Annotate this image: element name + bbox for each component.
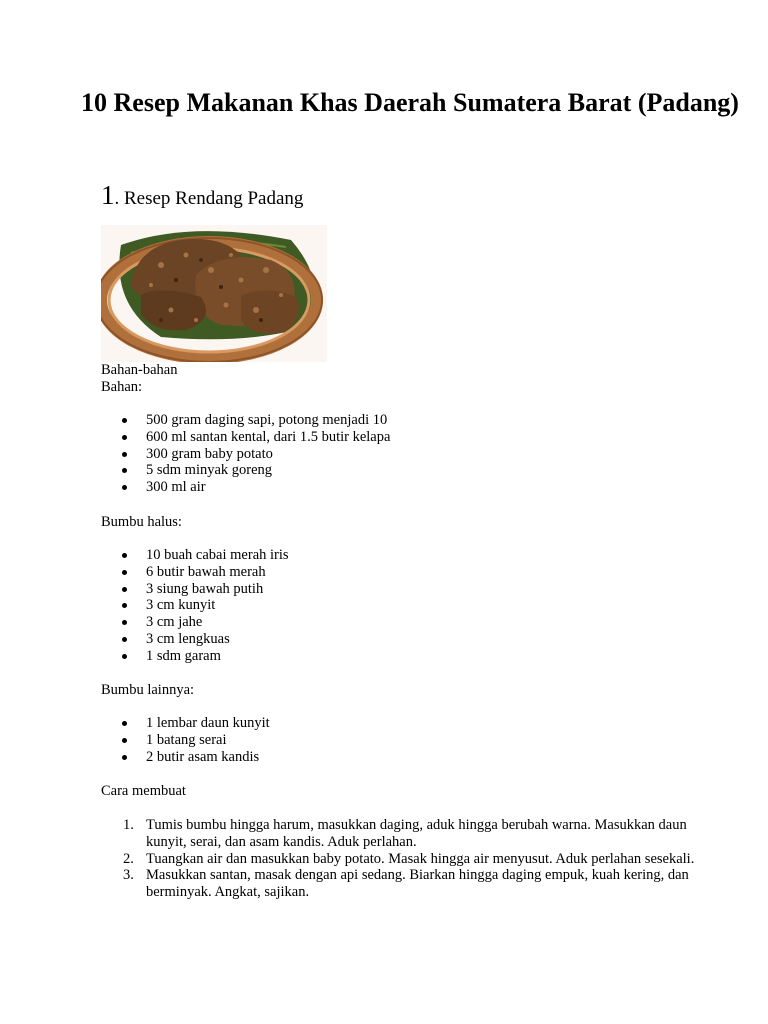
list-item: 6 butir bawah merah bbox=[101, 564, 711, 581]
list-item: 10 buah cabai merah iris bbox=[101, 547, 711, 564]
bullet bbox=[122, 435, 127, 440]
list-item: 1 sdm garam bbox=[101, 648, 711, 665]
list-item: 1 lembar daun kunyit bbox=[101, 715, 711, 732]
list-item: 500 gram daging sapi, potong menjadi 10 bbox=[101, 412, 711, 429]
list-item: 3 siung bawah putih bbox=[101, 581, 711, 598]
step-number: 1. bbox=[123, 817, 134, 833]
bullet bbox=[122, 485, 127, 490]
bullet bbox=[122, 418, 127, 423]
bullet bbox=[122, 587, 127, 592]
step-text: Tuangkan air dan masukkan baby potato. Masak hingga air menyusut. Aduk perlahan sesekali. bbox=[146, 850, 695, 867]
bahan-bahan-heading: Bahan-bahan bbox=[101, 362, 178, 378]
list-item: 3 cm lengkuas bbox=[101, 631, 711, 648]
bullet bbox=[122, 603, 127, 608]
list-item: 600 ml santan kental, dari 1.5 butir kelapa bbox=[101, 429, 711, 446]
bumbu-halus-list bbox=[101, 547, 711, 665]
bullet bbox=[122, 654, 127, 659]
cara-membuat-label: Cara membuat bbox=[101, 783, 186, 799]
bullet bbox=[122, 570, 127, 575]
bullet bbox=[122, 738, 127, 743]
list-item: 3 cm kunyit bbox=[101, 597, 711, 614]
step-text: Tumis bumbu hingga harum, masukkan daging, aduk hingga berubah warna. Masukkan daun kunyit, serai, dan asam kandis. Aduk perlahan. bbox=[146, 817, 687, 850]
bullet bbox=[122, 620, 127, 625]
rendang-photo bbox=[101, 225, 327, 362]
bullet bbox=[122, 452, 127, 457]
bullet bbox=[122, 721, 127, 726]
section-label: . Resep Rendang Padang bbox=[114, 188, 304, 209]
bullet bbox=[122, 637, 127, 642]
step-item bbox=[101, 851, 711, 868]
bumbu-lainnya-list bbox=[101, 715, 711, 765]
bumbu-lainnya-label: Bumbu lainnya: bbox=[101, 682, 195, 698]
list-item: 5 sdm minyak goreng bbox=[101, 462, 711, 479]
list-item: 300 gram baby potato bbox=[101, 446, 711, 463]
step-text: Masukkan santan, masak dengan api sedang. Biarkan hingga daging empuk, kuah kering, dan berminyak. Angkat, sajikan. bbox=[146, 867, 689, 901]
list-item: 300 ml air bbox=[101, 479, 711, 496]
bahan-label: Bahan: bbox=[101, 379, 143, 395]
list-item: 1 batang serai bbox=[101, 732, 711, 749]
section-number: 1 bbox=[101, 180, 115, 210]
bumbu-halus-label: Bumbu halus: bbox=[101, 514, 182, 530]
bullet bbox=[122, 755, 127, 760]
bullet bbox=[122, 468, 127, 473]
list-item: 2 butir asam kandis bbox=[101, 749, 711, 766]
bahan-list bbox=[101, 412, 711, 496]
document-title: 10 Resep Makanan Khas Daerah Sumatera Barat (Padang) bbox=[81, 88, 739, 117]
step-item bbox=[101, 817, 711, 851]
step-item bbox=[101, 867, 711, 901]
step-number: 3. bbox=[123, 867, 134, 884]
steps-list bbox=[101, 817, 711, 901]
list-item: 3 cm jahe bbox=[101, 614, 711, 631]
section-heading bbox=[101, 180, 303, 214]
bullet bbox=[122, 553, 127, 558]
step-number: 2. bbox=[123, 850, 134, 867]
